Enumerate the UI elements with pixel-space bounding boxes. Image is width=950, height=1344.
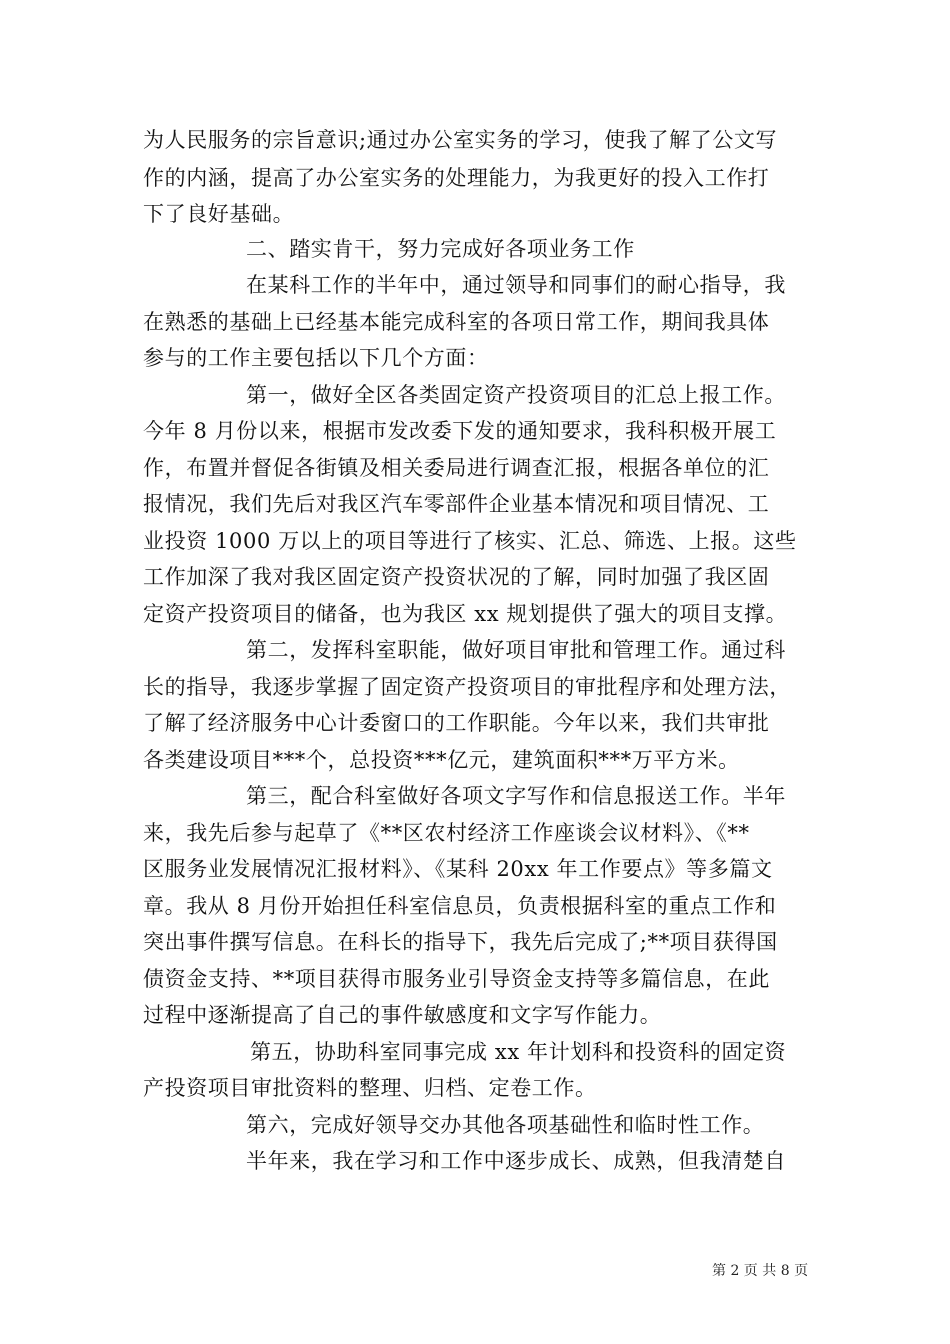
text-line: 定资产投资项目的储备，也为我区 xx 规划提供了强大的项目支撑。 <box>143 602 788 626</box>
text-line: 业投资 1000 万以上的项目等进行了核实、汇总、筛选、上报。这些 <box>143 529 797 553</box>
text-line: 长的指导，我逐步掌握了固定资产投资项目的审批程序和处理方法， <box>143 675 791 699</box>
text-line: 为人民服务的宗旨意识;通过办公室实务的学习，使我了解了公文写 <box>143 128 778 152</box>
text-line: 了解了经济服务中心计委窗口的工作职能。今年以来，我们共审批 <box>143 711 770 735</box>
text-line: 半年来，我在学习和工作中逐步成长、成熟，但我清楚自 <box>246 1149 786 1173</box>
text-line: 今年 8 月份以来，根据市发改委下发的通知要求，我科积极开展工 <box>143 419 777 443</box>
text-line: 第二，发挥科室职能，做好项目审批和管理工作。通过科 <box>246 638 786 662</box>
text-line: 各类建设项目***个，总投资***亿元，建筑面积***万平方米。 <box>143 748 740 772</box>
text-line: 章。我从 8 月份开始担任科室信息员，负责根据科室的重点工作和 <box>143 894 777 918</box>
text-line: 来，我先后参与起草了《**区农村经济工作座谈会议材料》、《** <box>143 821 750 845</box>
text-line: 下了良好基础。 <box>143 202 295 226</box>
text-line: 第一，做好全区各类固定资产投资项目的汇总上报工作。 <box>246 383 786 407</box>
text-line: 过程中逐渐提高了自己的事件敏感度和文字写作能力。 <box>143 1003 662 1027</box>
text-line: 第三，配合科室做好各项文字写作和信息报送工作。半年 <box>246 784 786 808</box>
text-line: 第五，协助科室同事完成 xx 年计划科和投资科的固定资 <box>250 1040 787 1064</box>
text-line: 第六，完成好领导交办其他各项基础性和临时性工作。 <box>246 1113 765 1137</box>
text-line: 在熟悉的基础上已经基本能完成科室的各项日常工作，期间我具体 <box>143 310 770 334</box>
text-line: 债资金支持、**项目获得市服务业引导资金支持等多篇信息，在此 <box>143 967 770 991</box>
text-line: 参与的工作主要包括以下几个方面： <box>143 346 489 370</box>
text-line: 产投资项目审批资料的整理、归档、定卷工作。 <box>143 1076 597 1100</box>
text-line: 工作加深了我对我区固定资产投资状况的了解，同时加强了我区固 <box>143 565 770 589</box>
text-line: 在某科工作的半年中，通过领导和同事们的耐心指导，我 <box>246 273 786 297</box>
text-line: 区服务业发展情况汇报材料》、《某科 20xx 年工作要点》等多篇文 <box>143 857 773 881</box>
text-line: 突出事件撰写信息。在科长的指导下，我先后完成了;**项目获得国 <box>143 930 778 954</box>
text-line: 作，布置并督促各街镇及相关委局进行调查汇报，根据各单位的汇 <box>143 456 770 480</box>
page-number-footer: 第 2 页 共 8 页 <box>712 1263 809 1279</box>
text-line: 作的内涵，提高了办公室实务的处理能力，为我更好的投入工作打 <box>143 166 770 190</box>
text-line: 报情况，我们先后对我区汽车零部件企业基本情况和项目情况、工 <box>143 492 770 516</box>
section-heading: 二、踏实肯干，努力完成好各项业务工作 <box>246 237 635 261</box>
